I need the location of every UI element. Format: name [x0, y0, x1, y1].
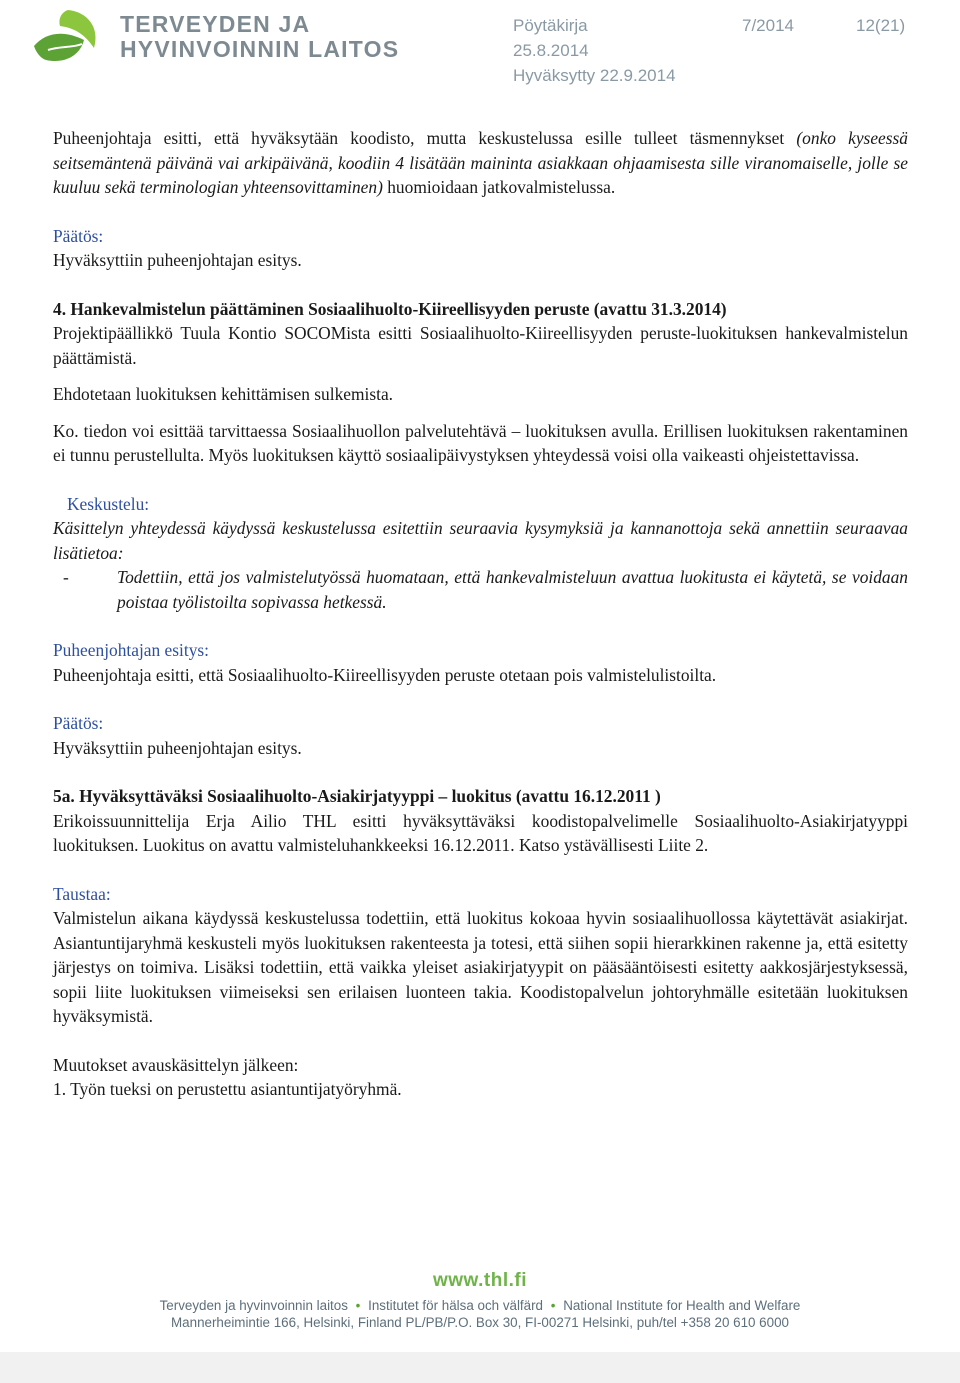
chair-proposal-label: Puheenjohtajan esitys:	[53, 640, 210, 660]
footer-org-fi: Terveyden ja hyvinvoinnin laitos	[159, 1298, 348, 1313]
approved-date: Hyväksytty 22.9.2014	[513, 66, 676, 85]
logo-line-1: TERVEYDEN JA	[120, 11, 311, 37]
page-footer	[0, 1270, 960, 1330]
page-number: 12(21)	[856, 16, 906, 35]
paragraph-text-end: huomioidaan jatkovalmistelussa.	[387, 177, 616, 197]
logo-line-2: HYVINVOINNIN LAITOS	[120, 36, 400, 62]
discussion-item-text: Todettiin, että jos valmistelutyössä huomataan, että hankevalmisteluun avattua luokitusta ei käytetä, se voidaan poistaa työlistoilta sopivassa hetkessä.	[117, 567, 908, 612]
footer-org-names	[0, 1298, 960, 1313]
decision-text-2: Hyväksyttiin puheenjohtajan esitys.	[53, 737, 302, 758]
background-label: Taustaa:	[53, 883, 111, 904]
footer-separator: •	[550, 1298, 556, 1313]
discussion-list-item	[53, 565, 908, 614]
doc-date: 25.8.2014	[513, 41, 589, 60]
section-5a-paragraph: Erikoissuunnittelija Erja Ailio THL esitti hyväksyttäväksi koodistopalvelimelle Sosiaalihuolto-Asiakirjatyyppi luokituksen. Luokitus on avattu valmisteluhankkeeksi 16.12.2011. Katso ystävällisesti Liite 2.	[53, 810, 908, 855]
section-4-heading: 4. Hankevalmistelun päättäminen Sosiaalihuolto-Kiireellisyyden peruste (avattu 31.3.2014)	[53, 298, 727, 319]
bottom-strip	[0, 1352, 960, 1383]
discussion-label: Keskustelu:	[67, 493, 150, 514]
footer-website: www.thl.fi	[432, 1270, 527, 1291]
decision-label: Päätös:	[53, 225, 104, 246]
footer-org-en: National Institute for Health and Welfare	[563, 1298, 801, 1313]
decision-label-2: Päätös:	[53, 713, 104, 733]
page-header	[0, 0, 960, 100]
doc-number: 7/2014	[742, 16, 794, 35]
logo-wordmark	[120, 12, 399, 62]
footer-separator: •	[355, 1298, 361, 1313]
paragraph-text: Puheenjohtaja esitti, että hyväksytään koodisto, mutta keskustelussa esille tulleet täsmennykset	[53, 128, 785, 148]
leaf-logo-icon	[28, 6, 118, 68]
changes-item: 1. Työn tueksi on perustettu asiantuntijatyöryhmä.	[53, 1079, 402, 1099]
doc-type: Pöytäkirja	[513, 16, 588, 35]
list-dash: -	[63, 567, 69, 587]
paragraph-italic-text: (onko kyseessä seitsemäntenä päivänä vai arkipäivänä, koodiin 4 lisätään maininta asiakkaan ohjaamisesta sille viranomaiselle, jolle se kuuluu sekä terminologian yhteensovittaminen)	[53, 128, 908, 197]
changes-label: Muutokset avauskäsittelyn jälkeen:	[53, 1054, 299, 1075]
document-body	[53, 126, 908, 1102]
section-4-details: Ko. tiedon voi esittää tarvittaessa Sosiaalihuollon palvelutehtävä – luokituksen avulla. Erillisen luokituksen rakentaminen ei tunnu perustellulta. Myös luokituksen käyttö sosiaalipäivystyksen yhteydessä voisi olla vaikeasti ohjeistettavissa.	[53, 420, 908, 465]
chair-proposal-text: Puheenjohtaja esitti, että Sosiaalihuolto-Kiireellisyyden peruste otetaan pois valmistelulistoilta.	[53, 664, 717, 685]
background-text: Valmistelun aikana käydyssä keskustelussa todettiin, että luokitus kokoaa hyvin sosiaalihuollossa käytettävät asiakirjat. Asiantuntijaryhmä keskusteli myös luokituksen rakenteesta ja totesi, että siihen sopii hierarkkinen rakenne ja, että esitetty järjestys on toimiva. Lisäksi todettiin, että vaikka yleiset asiakirjatyypit on pääsääntöisesti esitetty aakkosjärjestyksessä, sopii liite luokituksen viimeiseksi sen erilaisen luonteen takia. Koodistopalvelun johtoryhmälle esitetään luokituksen hyväksymistä.	[53, 908, 908, 1026]
thl-logo	[28, 6, 400, 68]
footer-address: Mannerheimintie 166, Helsinki, Finland PL/PB/P.O. Box 30, FI-00271 Helsinki, puh/tel +358 20 610 6000	[171, 1315, 789, 1330]
footer-org-sv: Institutet för hälsa och välfärd	[368, 1298, 544, 1313]
section-4-paragraph: Projektipäällikkö Tuula Kontio SOCOMista esitti Sosiaalihuolto-Kiireellisyyden peruste-luokituksen hankevalmistelun päättämistä.	[53, 323, 908, 368]
section-5a-heading: 5a. Hyväksyttäväksi Sosiaalihuolto-Asiakirjatyyppi – luokitus (avattu 16.12.2011 )	[53, 786, 661, 806]
discussion-intro: Käsittelyn yhteydessä käydyssä keskustelussa esitettiin seuraavia kysymyksiä ja kannanottoja sekä annettiin seuraavaa lisätietoa:	[53, 518, 908, 563]
section-4-proposal: Ehdotetaan luokituksen kehittämisen sulkemista.	[53, 384, 394, 404]
decision-text: Hyväksyttiin puheenjohtajan esitys.	[53, 250, 302, 270]
paragraph-chair-proposal	[53, 126, 908, 200]
